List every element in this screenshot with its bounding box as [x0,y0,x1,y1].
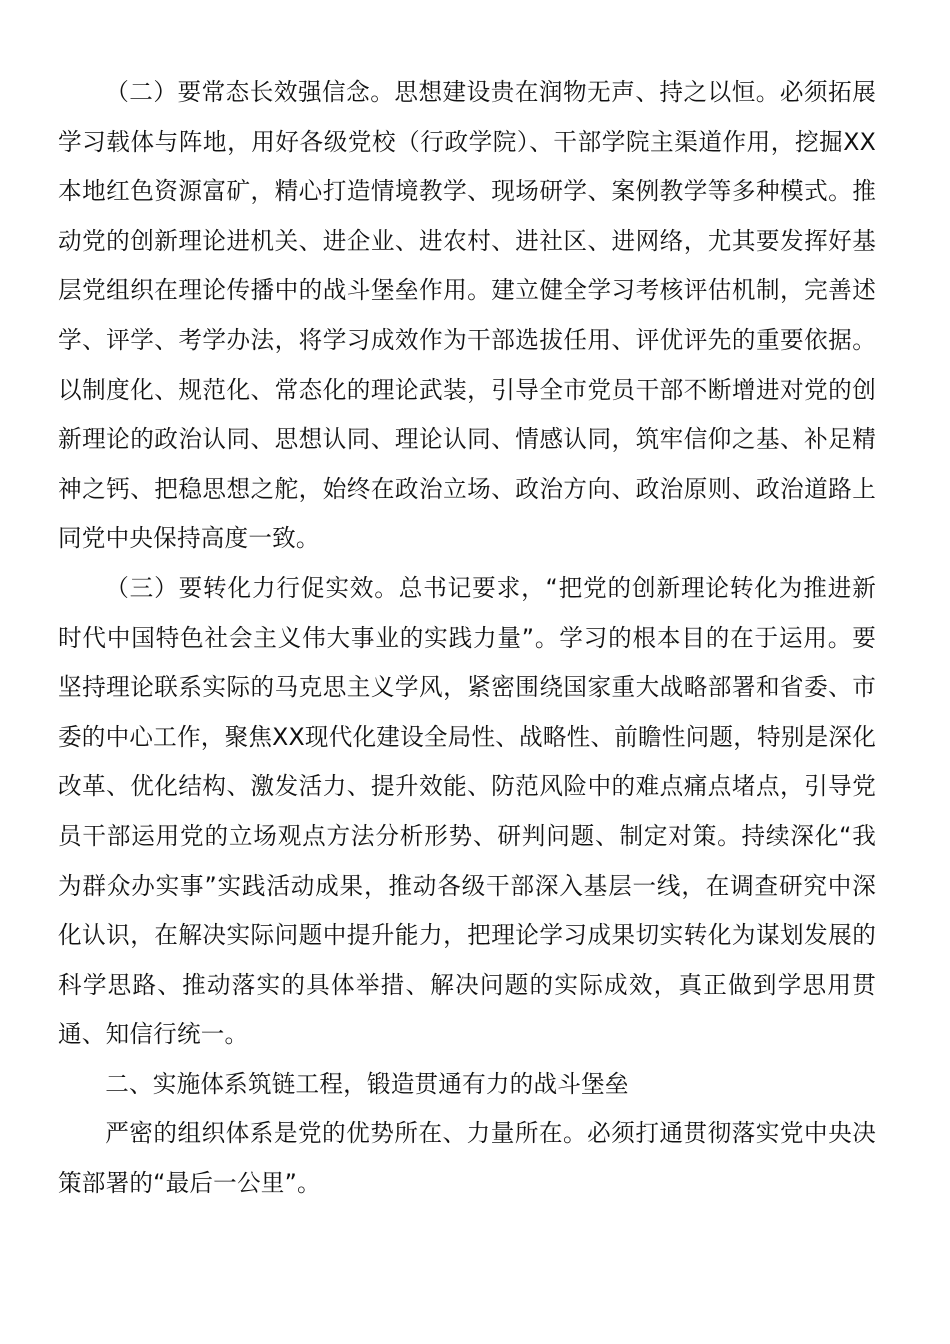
paragraph-practical-results: （三）要转化力行促实效。总书记要求，“把党的创新理论转化为推进新时代中国特色社会主义伟大事业的实践力量”。学习的根本目的在于运用。要坚持理论联系实际的马克思主义学风，紧密围绕国家重大战略部署和省委、市委的中心工作，聚焦XX现代化建设全局性、战略性、前瞻性问题，特别是深化改革、优化结构、激发活力、提升效能、防范风险中的难点痛点堵点，引导党员干部运用党的立场观点方法分析形势、研判问题、制定对策。持续深化“我为群众办实事”实践活动成果，推动各级干部深入基层一线，在调查研究中深化认识，在解决实际问题中提升能力，把理论学习成果切实转化为谋划发展的科学思路、推动落实的具体举措、解决问题的实际成效，真正做到学思用贯通、知信行统一。 [58,573,876,1049]
document-page [58,68,876,1209]
paragraph-organization-system: 严密的组织体系是党的优势所在、力量所在。必须打通贯彻落实党中央决策部署的“最后一公里”。 [58,1119,876,1198]
section-heading: 二、实施体系筑链工程，锻造贯通有力的战斗堡垒 [105,1069,629,1098]
paragraph-strengthen-belief: （二）要常态长效强信念。思想建设贵在润物无声、持之以恒。必须拓展学习载体与阵地，用好各级党校（行政学院）、干部学院主渠道作用，挖掘XX本地红色资源富矿，精心打造情境教学、现场研学、案例教学等多种模式。推动党的创新理论进机关、进企业、进农村、进社区、进网络，尤其要发挥好基层党组织在理论传播中的战斗堡垒作用。建立健全学习考核评估机制，完善述学、评学、考学办法，将学习成效作为干部选拔任用、评优评先的重要依据。以制度化、规范化、常态化的理论武装，引导全市党员干部不断增进对党的创新理论的政治认同、思想认同、理论认同、情感认同，筑牢信仰之基、补足精神之钙、把稳思想之舵，始终在政治立场、政治方向、政治原则、政治道路上同党中央保持高度一致。 [58,78,876,553]
